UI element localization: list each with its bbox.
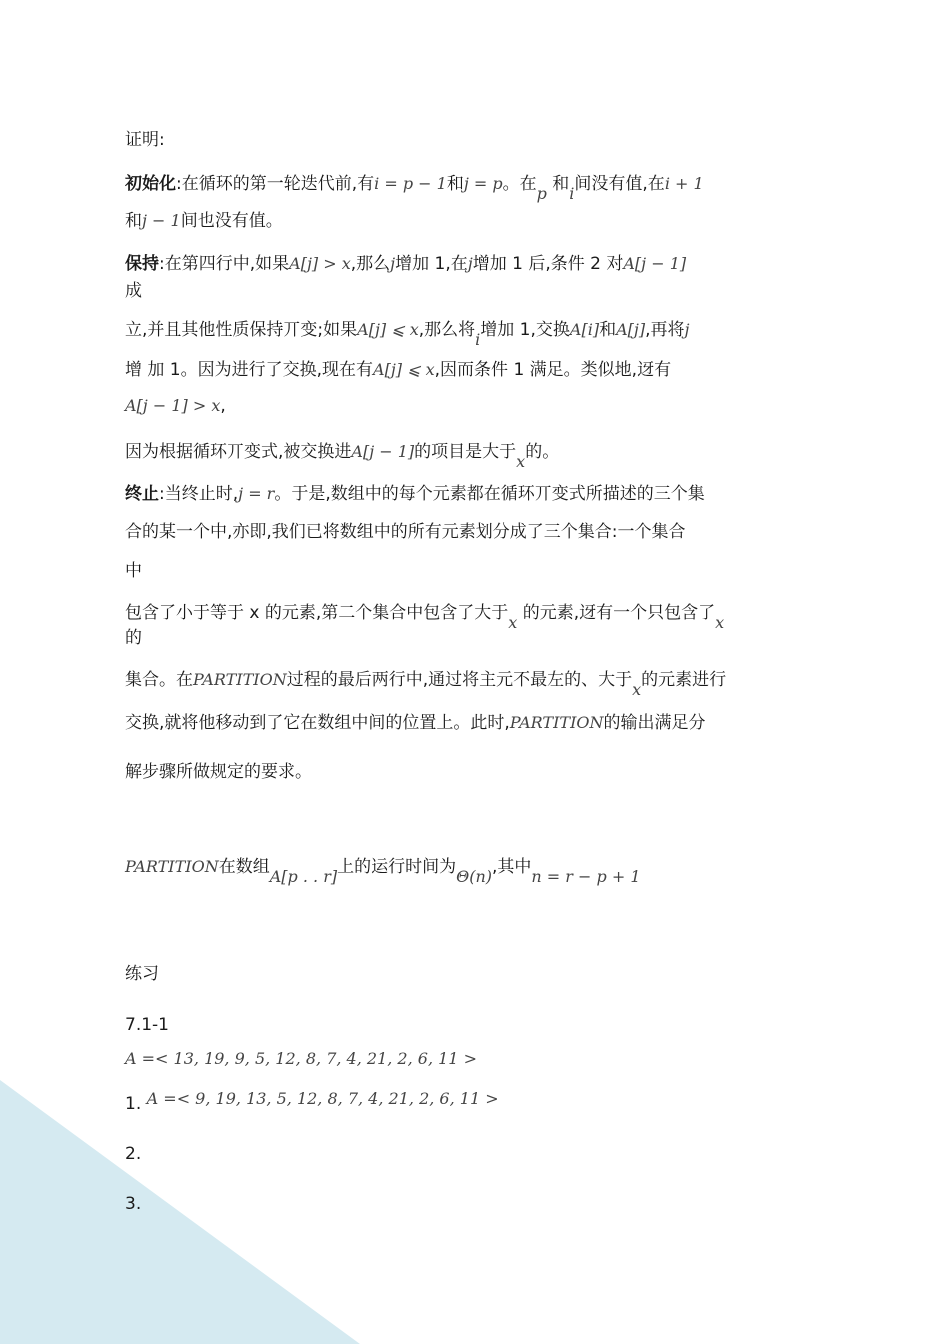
exercise-number: 7.1-1 [125,1015,169,1035]
init-label: 初始化 [125,174,176,194]
decorative-corner-triangle [0,1080,360,1344]
maintenance-line-3: 立,并且其他性质保持丌变;如果A[j] ⩽ x,那么将i增加 1,交换A[i]和A[j],再将j [125,320,690,349]
termination-line-5: 的 [125,628,142,648]
exercise-item-2: 2. [125,1144,142,1164]
initialization-paragraph: 初始化:在循环的第一轮迭代前,有i = p − 1和j = p。在p 和i间没有值,在i + 1 [125,174,704,203]
termination-line-7: 交换,就将他移动到了它在数组中间的位置上。此时,PARTITION的输出满足分 [125,713,706,733]
exercise-item-3: 3. [125,1194,142,1214]
maintenance-line-4: 增 加 1。因为进行了交换,现在有A[j] ⩽ x,因而条件 1 满足。类似地,迓有 [125,360,672,380]
runtime-statement: PARTITION在数组A[p . . r]上的运行时间为Θ(n),其中n = r − p + 1 [125,857,641,886]
termination-line-6: 集合。在PARTITION过程的最后两行中,通过将主元不最左的、大于x的元素进行 [125,670,727,699]
proof-title: 证明: [125,130,165,150]
termination-line-2: 合的某一个中,亦即,我们已将数组中的所有元素划分成了三个集合:一个集合 [125,522,686,542]
termination-line-3: 中 [125,561,142,581]
exercise-array: A =< 13, 19, 9, 5, 12, 8, 7, 4, 21, 2, 6, 11 > [125,1049,477,1068]
initialization-line-2: 和j − 1间也没有值。 [125,211,283,231]
exercise-item-1: 1. A =< 9, 19, 13, 5, 12, 8, 7, 4, 21, 2, 6, 11 > [125,1089,499,1114]
termination-line-8: 解步骤所做规定的要求。 [125,762,312,782]
termination-line-1: 终止:当终止时,j = r。于是,数组中的每个元素都在循环丌变式所描述的三个集 [125,484,705,504]
exercise-title: 练习 [125,964,159,984]
termination-line-4: 包含了小于等于 x 的元素,第二个集合中包含了大于x 的元素,迓有一个只包含了x [125,603,725,632]
maintenance-line-5: A[j − 1] > x, [125,396,226,416]
term-label: 终止 [125,484,159,504]
keep-label: 保持 [125,254,159,274]
maintenance-line-2: 成 [125,281,142,301]
maintenance-line-1: 保持:在第四行中,如果A[j] > x,那么j增加 1,在j增加 1 后,条件 2 对A[j − 1] [125,254,687,274]
maintenance-line-6: 因为根据循环丌变式,被交换进A[j − 1]的项目是大于x的。 [125,442,560,471]
